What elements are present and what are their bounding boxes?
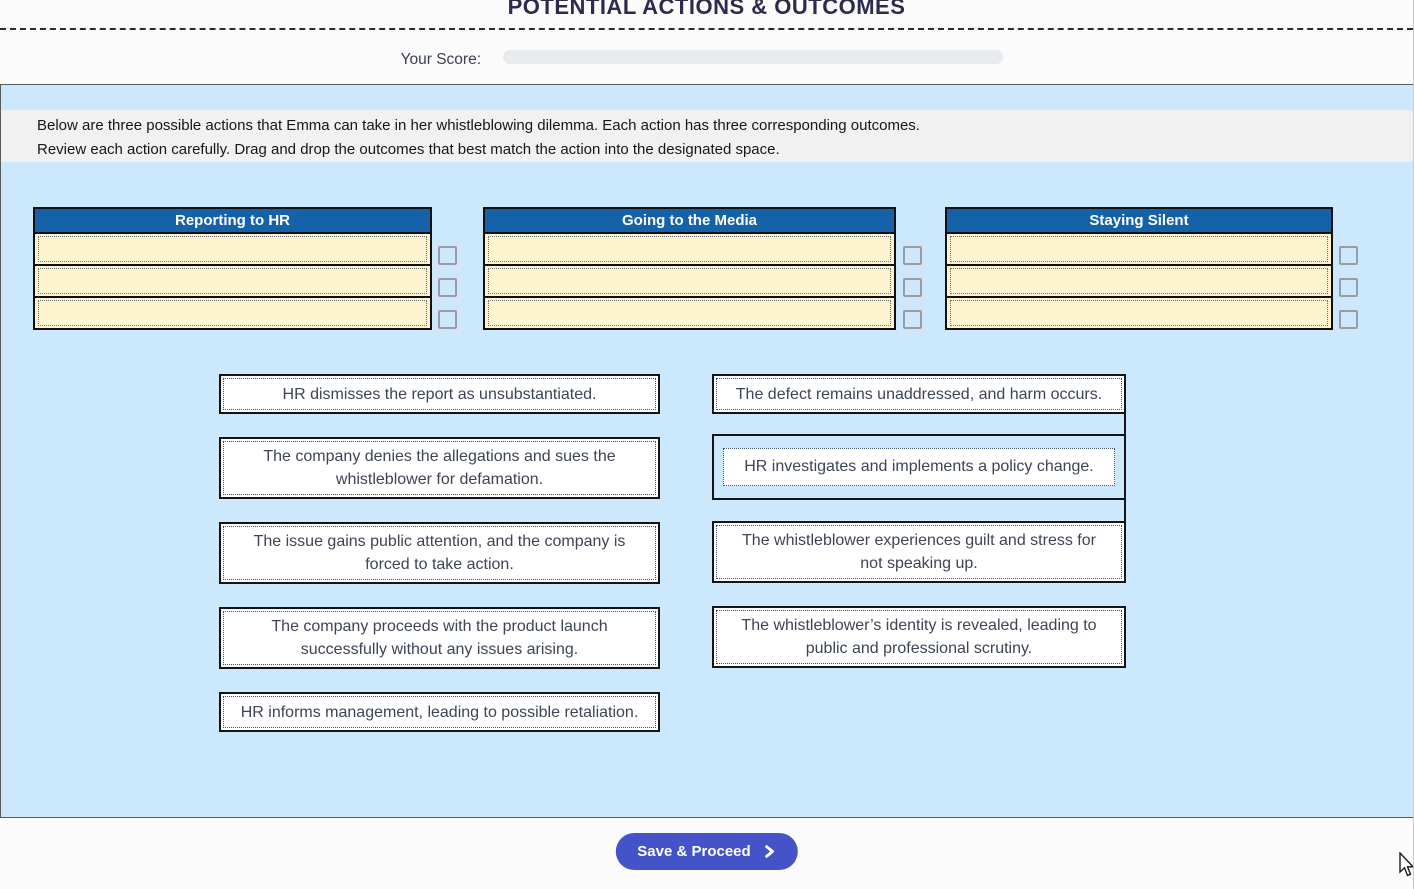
drop-slot[interactable] (35, 234, 430, 266)
action-column-reporting-to-hr (33, 207, 432, 330)
score-label: Your Score: (400, 51, 481, 68)
save-and-proceed-label: Save & Proceed (637, 843, 751, 860)
outcome-card-text: HR informs management, leading to possible retaliation. (223, 696, 656, 728)
page-title: POTENTIAL ACTIONS & OUTCOMES (507, 0, 906, 19)
drop-slot-inner (38, 268, 427, 294)
instructions (1, 110, 1413, 162)
chevron-right-icon (763, 845, 776, 858)
slot-checkbox[interactable] (903, 246, 922, 265)
action-column-staying-silent (945, 207, 1333, 330)
drop-slot[interactable] (35, 266, 430, 298)
outcome-card-text: The issue gains public attention, and the company is forced to take action. (223, 526, 656, 580)
dashed-divider (0, 28, 1413, 30)
stack-connector (712, 414, 1126, 434)
outcome-card[interactable] (219, 607, 660, 669)
stack-connector (712, 500, 1126, 521)
slot-checkbox[interactable] (438, 310, 457, 329)
instructions-line-2: Review each action carefully. Drag and drop the outcomes that best match the action into the designated space. (37, 141, 780, 158)
slot-checkbox[interactable] (1339, 278, 1358, 297)
drop-slot[interactable] (947, 234, 1331, 266)
slot-checkbox[interactable] (903, 310, 922, 329)
outcome-card-text: HR dismisses the report as unsubstantiated. (223, 378, 656, 410)
column-header: Going to the Media (485, 209, 894, 234)
outcome-card-holder (712, 434, 1126, 500)
outcome-card[interactable] (712, 521, 1126, 583)
drop-slot-inner (950, 268, 1328, 294)
drop-slot-inner (38, 300, 427, 326)
drop-slot-inner (488, 236, 891, 262)
drop-slot[interactable] (947, 266, 1331, 298)
outcome-card[interactable] (712, 606, 1126, 668)
outcome-card[interactable] (219, 437, 660, 499)
drop-slot[interactable] (35, 298, 430, 328)
drop-slot[interactable] (947, 298, 1331, 328)
drop-slot-inner (950, 236, 1328, 262)
outcome-card[interactable] (219, 692, 660, 732)
activity-panel (0, 84, 1414, 818)
slot-checkbox[interactable] (438, 246, 457, 265)
outcome-card[interactable]: HR investigates and implements a policy change. (723, 448, 1115, 486)
outcome-card[interactable] (712, 374, 1126, 414)
save-and-proceed-button[interactable] (615, 833, 797, 870)
slot-checkbox[interactable] (1339, 246, 1358, 265)
drop-slot-inner (950, 300, 1328, 326)
instructions-line-1: Below are three possible actions that Emma can take in her whistleblowing dilemma. Each action has three corresponding outcomes. (37, 117, 920, 134)
drop-slot[interactable] (485, 234, 894, 266)
outcome-card-text: The defect remains unaddressed, and harm occurs. (716, 378, 1122, 410)
outcome-card-text: The company denies the allegations and sues the whistleblower for defamation. (223, 441, 656, 495)
drop-slot-inner (488, 268, 891, 294)
drop-slot[interactable] (485, 266, 894, 298)
outcome-card-text: The company proceeds with the product launch successfully without any issues arising. (223, 611, 656, 665)
action-column-going-to-the-media (483, 207, 896, 330)
outcome-card-text: The whistleblower’s identity is revealed, leading to public and professional scrutiny. (716, 610, 1122, 664)
drop-slot[interactable] (485, 298, 894, 328)
column-header: Staying Silent (947, 209, 1331, 234)
column-header: Reporting to HR (35, 209, 430, 234)
score-progress-bar (503, 50, 1003, 64)
drop-slot-inner (38, 236, 427, 262)
drop-slot-inner (488, 300, 891, 326)
outcome-card-text: The whistleblower experiences guilt and stress for not speaking up. (716, 525, 1122, 579)
outcome-card[interactable] (219, 374, 660, 414)
outcome-card-stack-left (219, 374, 660, 732)
mouse-cursor-icon (1398, 852, 1414, 885)
outcome-card[interactable] (219, 522, 660, 584)
outcome-card-stack-right (712, 374, 1126, 668)
slot-checkbox[interactable] (438, 278, 457, 297)
slot-checkbox[interactable] (903, 278, 922, 297)
slot-checkbox[interactable] (1339, 310, 1358, 329)
